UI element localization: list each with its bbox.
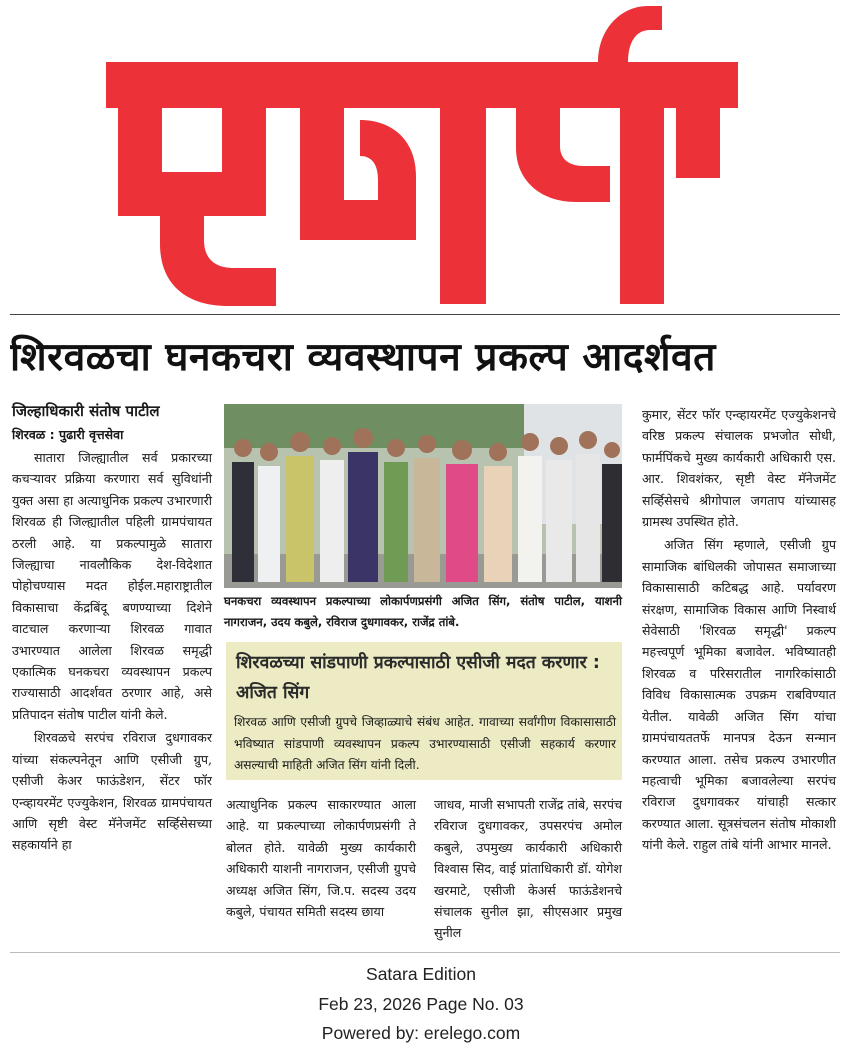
footer-rule [10, 952, 840, 953]
article-column-2 [226, 794, 416, 944]
footer-powered-by[interactable]: Powered by: erelego.com [321, 1023, 521, 1043]
footer-edition: Satara Edition [366, 964, 476, 984]
article-subhead: जिल्हाधिकारी संतोष पाटील [12, 402, 160, 420]
event-photo [224, 404, 622, 588]
footer-date-page: Feb 23, 2026 Page No. 03 [318, 994, 524, 1014]
boxout-title: शिरवळच्या सांडपाणी प्रकल्पासाठी एसीजी मदत करणार : अजित सिंग [236, 653, 600, 703]
article-dateline: शिरवळ : पुढारी वृत्तसेवा [12, 427, 124, 442]
article-column-3 [434, 794, 622, 944]
paragraph: सातारा जिल्ह्यातील सर्व प्रकारच्या कचऱ्यावर प्रक्रिया करणारा सर्व सुविधांनी युक्त असा हा अत्याधुनिक प्रकल्प उभारणारी शिरवळ ही जिल्ह्यातील पहिली ग्रामपंचायत ठरली आहे. या प्रकल्पामुळे सातारा जिल्ह्याचा नावलौकिक देश-विदेशात पोहोचण्यास मदत होईल.महाराष्ट्रातील विकासाचा केंद्रबिंदू बणण्याच्या दिशेने वाटचाल करणाऱ्या शिरवळ गावात उभारण्यात आलेला शिरवळ समृद्धी एकात्मिक घनकचरा व्यवस्थापन प्रकल्प राज्यासाठी आदर्शवत ठरणार आहे, असे प्रतिपादन संतोष पाटील यांनी केले. [12, 450, 212, 722]
article-column-1 [12, 447, 212, 943]
paragraph: शिरवळचे सरपंच रविराज दुधगावकर यांच्या संकल्पनेतून आणि एसीजी ग्रुप, एसीजी केअर फाऊंडेशन, सेंटर फॉर एन्व्हायरमेंट एज्युकेशन, शिरवळ ग्रामपंचायत आणि सृष्टी वेस्ट मॅनेजमेंट सर्व्हिसेसच्या सहकार्याने हा [12, 730, 212, 853]
masthead [0, 0, 842, 312]
article-column-4 [642, 404, 836, 944]
paragraph: जाधव, माजी सभापती राजेंद्र तांबे, सरपंच रविराज दुधगावकर, उपसरपंच अमोल कबुले, उपमुख्य कार्यकारी अधिकारी विश्वास सिद, वाई प्रांताधिकारी डॉ. योगेश खरमाटे, एसीजी केअर्स फाऊंडेशनचे संचालक सुनील झा, सीएसआर प्रमुख सुनील [434, 797, 622, 941]
masthead-rule [10, 314, 840, 315]
photo-caption: घनकचरा व्यवस्थापन प्रकल्पाच्या लोकार्पणप्रसंगी अजित सिंग, संतोष पाटील, याशनी नागराजन, उदय कबुले, रविराज दुधगावकर, राजेंद्र तांबे. [224, 594, 622, 629]
paragraph: अजित सिंग म्हणाले, एसीजी ग्रुप सामाजिक बांधिलकी जोपासत समाजाच्या विकासासाठी कटिबद्ध आहे. पर्यावरण संरक्षण, सामाजिक विकास आणि निस्वार्थ सेवेसाठी 'शिरवळ समृद्धी' प्रकल्प महत्त्वपूर्ण भूमिका बजावेल. भविष्यातही शिरवळ व परिसरातील नागरिकांसाठी विविध विकासात्मक उपक्रम राबविण्यात येतील. यावेळी अजित सिंग यांचा ग्रामपंचायततर्फे मानपत्र देऊन सन्मान करण्यात आला. तसेच प्रकल्प उभारणीत महत्वाची भूमिका बजावलेल्या सरपंच रविराज दुधगावकर यांचाही सत्कार करण्यात आला. सूत्रसंचलन संतोष मोकाशी यांनी केले. राहुल तांबे यांनी आभार मानले. [642, 537, 836, 853]
paragraph: कुमार, सेंटर फॉर एन्व्हायरमेंट एज्युकेशनचे वरिष्ठ प्रकल्प संचालक प्रभजोत सोधी, फार्मपिंकचे मुख्य कार्यकारी अधिकारी एस. आर. शिवशंकर, सृष्टी वेस्ट मॅनेजमेंट सर्व्हिसेसचे श्रीगोपाल जगताप यांच्यासह ग्रामस्थ उपस्थित होते. [642, 407, 836, 530]
article-headline: शिरवळचा घनकचरा व्यवस्थापन प्रकल्प आदर्शवत [10, 335, 716, 380]
boxout-body: शिरवळ आणि एसीजी ग्रुपचे जिव्हाळ्याचे संबंध आहेत. गावाच्या सर्वांगीण विकासासाठी भविष्यात सांडपाणी व्यवस्थापन प्रकल्प उभारण्यासाठी एसीजी सहकार्य करणार असल्याची माहिती अजित सिंग यांनी दिली. [234, 715, 616, 772]
pudhari-logo [0, 0, 842, 312]
paragraph: अत्याधुनिक प्रकल्प साकारण्यात आला आहे. या प्रकल्पाच्या लोकार्पणप्रसंगी ते बोलत होते. यावेळी मुख्य कार्यकारी अधिकारी याशनी नागराजन, एसीजी ग्रुपचे अध्यक्ष अजित सिंग, जि.प. सदस्य उदय कबुले, पंचायत समिती सदस्य छाया [226, 797, 416, 920]
boxout [226, 642, 622, 780]
